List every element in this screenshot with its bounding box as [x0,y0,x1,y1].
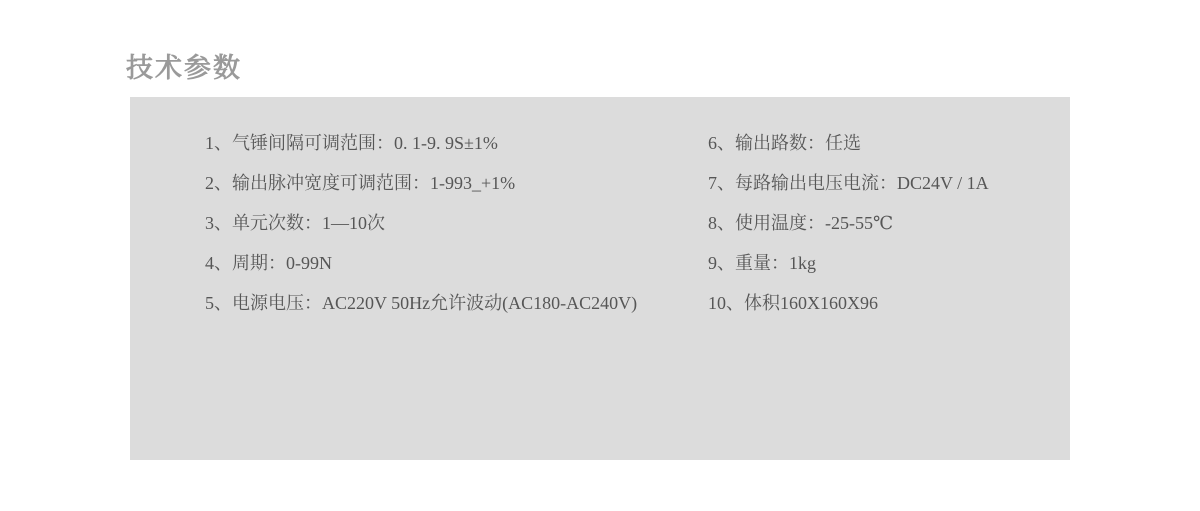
specs-column-left [205,123,708,323]
spec-item-8: 8、使用温度：-25-55℃ [708,213,894,233]
specs-panel [130,97,1070,460]
spec-item-3: 3、单元次数：1—10次 [205,213,385,233]
spec-item-6: 6、输出路数：任选 [708,133,861,153]
spec-item-9: 9、重量：1kg [708,253,816,273]
spec-item-7: 7、每路输出电压电流：DC24V / 1A [708,173,989,193]
page-title: 技术参数 [126,53,242,84]
spec-item-10: 10、体积160X160X96 [708,293,878,313]
spec-item-4: 4、周期：0-99N [205,253,332,273]
spec-item-2: 2、输出脉冲宽度可调范围：1-993_+1% [205,173,516,193]
spec-item-1: 1、气锤间隔可调范围：0. 1-9. 9S±1% [205,133,498,153]
specs-columns [130,123,1070,323]
specs-column-right [708,123,989,323]
spec-item-5: 5、电源电压：AC220V 50Hz允许波动(AC180-AC240V) [205,293,638,313]
